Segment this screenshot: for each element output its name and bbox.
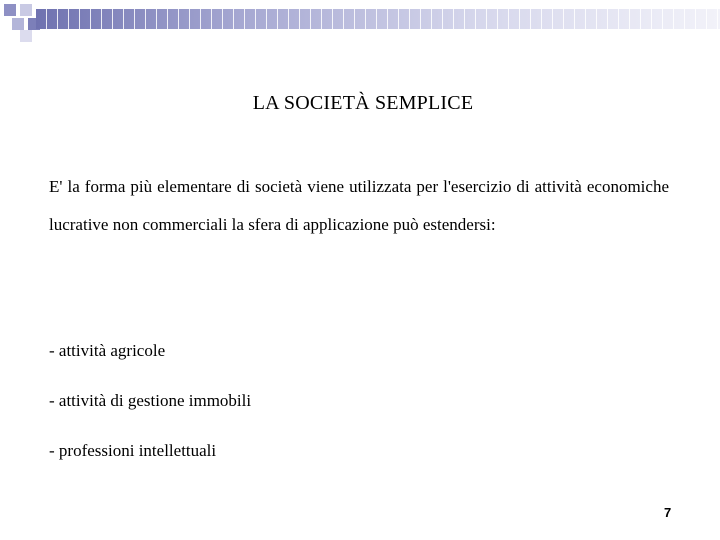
activity-list bbox=[49, 334, 251, 484]
deco-square bbox=[4, 4, 16, 16]
intro-paragraph: E' la forma più elementare di società viene utilizzata per l'esercizio di attività economiche lucrative non commerciali la sfera di applicazione può estendersi: bbox=[49, 177, 669, 234]
list-item: - professioni intellettuali bbox=[49, 441, 217, 460]
deco-square bbox=[12, 18, 24, 30]
deco-square bbox=[20, 4, 32, 16]
page-number: 7 bbox=[664, 505, 672, 520]
deco-square bbox=[20, 30, 32, 42]
list-item: - attività agricole bbox=[49, 341, 166, 360]
slide-title: LA SOCIETÀ SEMPLICE bbox=[252, 92, 474, 114]
list-item: - attività di gestione immobili bbox=[49, 391, 252, 410]
header-gradient-bar bbox=[36, 9, 720, 29]
